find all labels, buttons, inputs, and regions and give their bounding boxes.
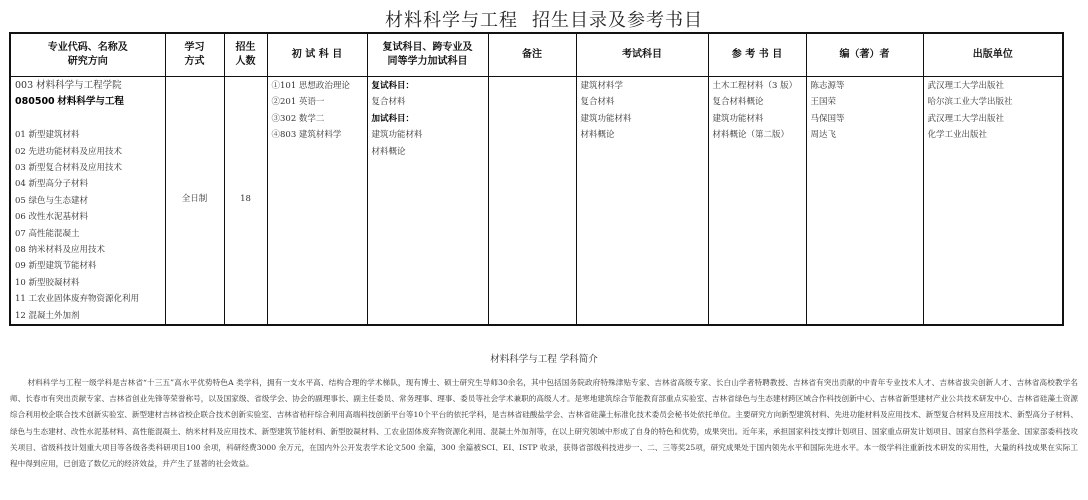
admissions-catalog-table xyxy=(9,32,1064,326)
cell-exam-subjects xyxy=(576,77,708,326)
direction-item: 05 绿色与生态建材 xyxy=(15,195,89,206)
direction-item: 12 混凝土外加剂 xyxy=(15,310,80,321)
initial-exam-item: ②201 英语一 xyxy=(271,97,325,108)
book-item: 土木工程材料（3 版） xyxy=(712,81,798,91)
book-item: 复合材料概论 xyxy=(712,97,764,108)
initial-exam-item: ④803 建筑材料学 xyxy=(271,130,342,141)
extra-exam-subject: 材料概论 xyxy=(371,146,406,157)
direction-item: 07 高性能混凝土 xyxy=(15,228,80,239)
direction-item: 02 先进功能材料及应用技术 xyxy=(15,146,123,157)
publisher-item: 武汉理工大学出版社 xyxy=(927,81,1005,91)
header-initial-exam: 初 试 科 目 xyxy=(267,33,367,77)
header-major: 专业代码、名称及 研究方向 xyxy=(10,33,165,77)
retest-subject: 复合材料 xyxy=(371,97,406,108)
major-name: 材料科学与工程 xyxy=(57,96,124,108)
direction-item: 04 新型高分子材料 xyxy=(15,179,89,190)
book-item: 建筑功能材料 xyxy=(712,113,764,124)
title-subtitle: 招生目录及参考书目 xyxy=(532,10,703,31)
initial-exam-item: ①101 思想政治理论 xyxy=(271,81,350,91)
direction-item: 03 新型复合材料及应用技术 xyxy=(15,163,123,174)
author-item: 王国荣 xyxy=(810,97,837,108)
direction-item: 06 改性水泥基材料 xyxy=(15,212,89,223)
cell-major xyxy=(10,77,165,326)
cell-reference-books xyxy=(708,77,806,326)
cell-initial-exam xyxy=(267,77,367,326)
exam-subject-item: 建筑材料学 xyxy=(580,81,624,91)
cell-retest xyxy=(367,77,488,326)
direction-item: 01 新型建筑材料 xyxy=(15,130,80,141)
header-notes: 备注 xyxy=(488,33,576,77)
direction-item: 11 工农业固体废弃物资源化利用 xyxy=(15,294,140,305)
header-study-mode: 学习 方式 xyxy=(165,33,224,77)
header-exam-subject: 考试科目 xyxy=(576,33,708,77)
cell-notes xyxy=(488,77,576,326)
title-major: 材料科学与工程 xyxy=(385,10,518,31)
cell-enrollment: 18 xyxy=(224,77,267,326)
extra-exam-subject: 建筑功能材料 xyxy=(371,130,423,141)
initial-exam-item: ③302 数学二 xyxy=(271,113,325,124)
direction-item: 09 新型建筑节能材料 xyxy=(15,261,97,272)
intro-title: 材料科学与工程 学科简介 xyxy=(490,354,598,365)
school-name: 003 材料科学与工程学院 xyxy=(15,80,122,91)
header-retest: 复试科目、跨专业及 同等学力加试科目 xyxy=(367,33,488,77)
header-author: 编（著）者 xyxy=(806,33,923,77)
header-enrollment: 招生 人数 xyxy=(224,33,267,77)
cell-authors xyxy=(806,77,923,326)
author-item: 陈志源等 xyxy=(810,81,845,91)
header-reference-book: 参 考 书 目 xyxy=(708,33,806,77)
direction-item: 10 新型胶凝材料 xyxy=(15,277,80,288)
exam-subject-item: 材料概论 xyxy=(580,130,615,141)
author-item: 周达飞 xyxy=(810,130,837,141)
exam-subject-item: 复合材料 xyxy=(580,97,615,108)
publisher-item: 武汉理工大学出版社 xyxy=(927,113,1005,124)
author-item: 马保国等 xyxy=(810,113,845,124)
book-item: 材料概论（第二版） xyxy=(712,130,790,141)
header-publisher: 出版单位 xyxy=(923,33,1063,77)
publisher-item: 哈尔滨工业大学出版社 xyxy=(927,97,1013,108)
cell-publishers xyxy=(923,77,1063,326)
direction-item: 08 纳米材料及应用技术 xyxy=(15,245,106,256)
page-title xyxy=(0,6,1088,32)
retest-label: 复试科目： xyxy=(371,81,415,91)
cell-study-mode: 全日制 xyxy=(165,77,224,326)
intro-paragraph: 材料科学与工程一级学科是吉林省“十三五”高水平优势特色A 类学科，拥有一支水平高、结构合理的学术梯队，现有博士、硕士研究生导师30余名，其中包括国务院政府特殊津贴专家、吉林省高级专家、长白山学者特聘教授、吉林省有突出贡献的中青年专业技术人才、吉林省拔尖创新人才、吉林省高校教学名师、长春市有突出贡献专家、吉林省创业先锋等荣誉称号，以及国家级、省级学会、协会的副理事长、副主任委员、常务理事、理事、委员等社会学术兼职的高级人才。是寒地建筑综合节能教育部重点实验室、吉林省绿色与生态建材跨区域合作科技创新中心、吉林省新型建材产业公共技术研发中心、吉林省硅藻土资源综合利用校企联合技术创新实验室、新型建材吉林省校企联合技术创新实验室、吉林省秸秆综合利用高端科技创新平台等10个平台的依托学科，是吉林省硅酸盐学会、吉林省硅藻土标准化技术委员会秘书处依托单位。主要研究方向新型建筑材料、先进功能材料及应用技术、新型复合材料及应用技术、新型高分子材料、绿色与生态建材、改性水泥基材料、高性能混凝土、纳米材料及应用技术、新型建筑节能材料、新型胶凝材料、工农业固体废弃物资源化利用、混凝土外加剂等，在以上研究领域中形成了自身的特色和优势，成果突出。近年来，承担国家科技支撑计划项目、国家重点研发计划项目、国家自然科学基金、国家部委科技攻关项目、省级科技计划重大项目等各级各类科研项目100 余项，科研经费3000 余万元，在国内外公开发表学术论文500 余篇，300 余篇被SCI、EI、ISTP 收录，获得省部级科技进步一、二、三等奖25项，研究成果处于国内领先水平和国际先进水平。本一级学科注重新技术研发的实用性，大量的科技成果在实际工程中得到应用，已创造了数亿元的经济效益，并产生了显著的社会效益。 xyxy=(10,378,1078,469)
table-header-row xyxy=(10,33,1063,77)
major-code: 080500 xyxy=(15,96,55,108)
publisher-item: 化学工业出版社 xyxy=(927,130,988,141)
table-row xyxy=(10,77,1063,326)
exam-subject-item: 建筑功能材料 xyxy=(580,113,632,124)
extra-exam-label: 加试科目： xyxy=(371,113,415,124)
